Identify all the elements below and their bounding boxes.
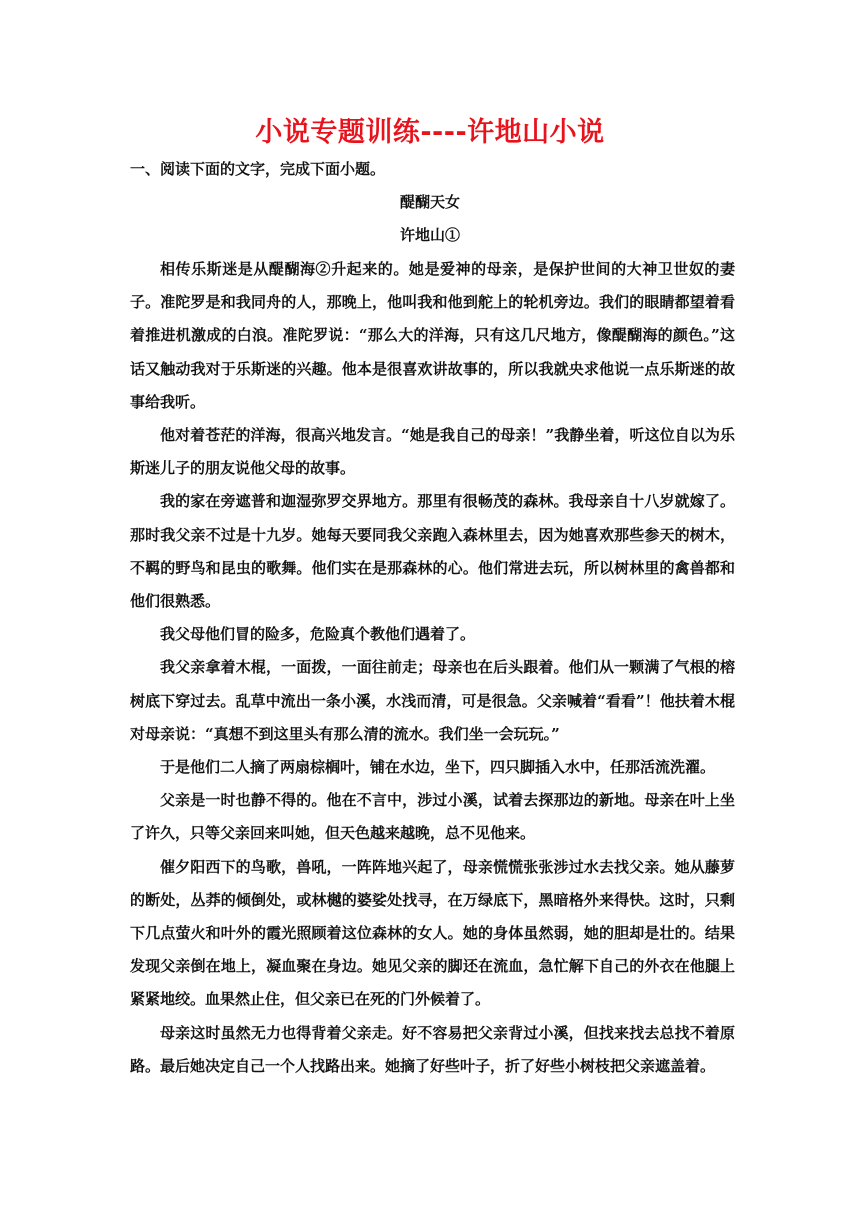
paragraph: 我的家在旁遮普和迦湿弥罗交界地方。那里有很畅茂的森林。我母亲自十八岁就嫁了。那时我父亲不过是十九岁。她每天要同我父亲跑入森林里去，因为她喜欢那些参天的树木，不羁的野鸟和昆虫的歌舞。他们实在是那森林的心。他们常进去玩，所以树林里的禽兽都和他们很熟悉。 (130, 492, 735, 611)
paragraph: 他对着苍茫的洋海，很高兴地发言。“她是我自己的母亲！”我静坐着，听这位自以为乐斯迷儿子的朋友说他父母的故事。 (130, 426, 735, 478)
paragraph: 相传乐斯迷是从醍醐海②升起来的。她是爱神的母亲，是保护世间的大神卫世奴的妻子。准陀罗是和我同舟的人，那晚上，他叫我和他到舵上的轮机旁边。我们的眼睛都望着看着推进机激成的白浪。准陀罗说：“那么大的洋海，只有这几尺地方，像醍醐海的颜色。”这话又触动我对于乐斯迷的兴趣。他本是很喜欢讲故事的，所以我就央求他说一点乐斯迷的故事给我听。 (130, 260, 735, 411)
paragraph: 我父亲拿着木棍，一面拨，一面往前走；母亲也在后头跟着。他们从一颗满了气根的榕树底下穿过去。乱草中流出一条小溪，水浅而清，可是很急。父亲喊着“看看”！他扶着木棍对母亲说：“真想不到这里头有那么清的流水。我们坐一会玩玩。” (130, 658, 735, 743)
story-body (130, 253, 735, 1083)
paragraph: 母亲这时虽然无力也得背着父亲走。好不容易把父亲背过小溪，但找来找去总找不着原路。最后她决定自己一个人找路出来。她摘了好些叶子，折了好些小树枝把父亲遮盖着。 (130, 1023, 735, 1075)
paragraph: 催夕阳西下的鸟歌，兽吼，一阵阵地兴起了，母亲慌慌张张涉过水去找父亲。她从藤萝的断处，丛莽的倾倒处，或林樾的婆娑处找寻，在万绿底下，黑暗格外来得快。这时，只剩下几点萤火和叶外的霞光照顾着这位森林的女人。她的身体虽然弱，她的胆却是壮的。结果发现父亲倒在地上，凝血聚在身边。她见父亲的脚还在流血，急忙解下自己的外衣在他腿上紧紧地绞。血果然止住，但父亲已在死的门外候着了。 (130, 857, 735, 1009)
paragraph: 于是他们二人摘了两扇棕榈叶，铺在水边，坐下，四只脚插入水中，任那活流洗濯。 (160, 758, 716, 777)
section-heading: 一、阅读下面的文字，完成下面小题。 (130, 160, 386, 178)
document-title: 小说专题训练----许地山小说 (255, 117, 605, 148)
story-author: 许地山① (399, 226, 460, 244)
paragraph: 父亲是一时也静不得的。他在不言中，涉过小溪，试着去探那边的新地。母亲在叶上坐了许久，只等父亲回来叫她，但天色越来越晚，总不见他来。 (130, 791, 735, 843)
paragraph: 我父母他们冒的险多，危险真个教他们遇着了。 (160, 625, 476, 644)
story-title: 醍醐天女 (399, 193, 460, 211)
